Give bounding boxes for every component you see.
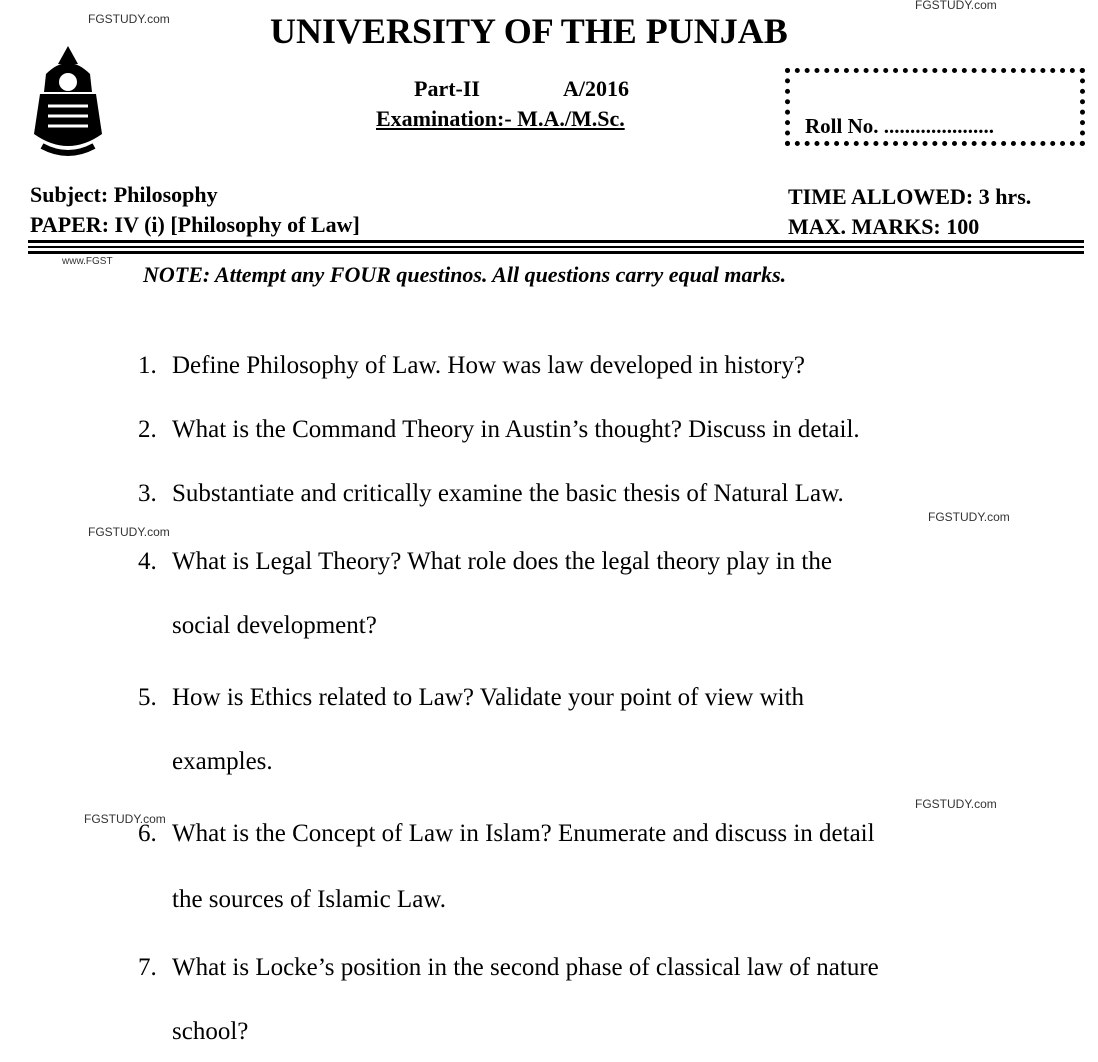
university-crest-logo — [18, 42, 118, 162]
question-text: social development? — [172, 612, 377, 639]
subject-label: Subject: Philosophy — [30, 182, 218, 207]
question-text: Define Philosophy of Law. How was law developed in history? — [172, 352, 805, 379]
question-number: 6. — [138, 820, 157, 847]
question-number: 5. — [138, 684, 157, 711]
examination-label: Examination:- M.A./M.Sc. — [376, 106, 625, 131]
question-text: What is the Command Theory in Austin’s thought? Discuss in detail. — [172, 416, 860, 443]
roll-number-field: Roll No. ..................... — [805, 114, 994, 138]
question-text: What is Locke’s position in the second phase of classical law of nature — [172, 954, 879, 981]
watermark: FGSTUDY.com — [915, 0, 997, 12]
question-number: 3. — [138, 480, 157, 507]
university-title: UNIVERSITY OF THE PUNJAB — [270, 11, 788, 51]
question-text: the sources of Islamic Law. — [172, 886, 446, 913]
question-number: 1. — [138, 352, 157, 379]
question-number: 4. — [138, 548, 157, 575]
watermark: FGSTUDY.com — [88, 525, 170, 539]
question-text: What is the Concept of Law in Islam? Enumerate and discuss in detail — [172, 820, 875, 847]
question-text: What is Legal Theory? What role does the legal theory play in the — [172, 548, 832, 575]
paper-label: PAPER: IV (i) [Philosophy of Law] — [30, 212, 360, 237]
session-label: A/2016 — [563, 76, 629, 101]
question-text: How is Ethics related to Law? Validate your point of view with — [172, 684, 805, 711]
max-marks: MAX. MARKS: 100 — [788, 214, 980, 239]
time-allowed: TIME ALLOWED: 3 hrs. — [788, 184, 1032, 209]
part-label: Part-II — [414, 76, 480, 101]
watermark: FGSTUDY.com — [915, 797, 997, 811]
divider — [28, 240, 1084, 243]
note: NOTE: Attempt any FOUR questinos. All questions carry equal marks. — [143, 262, 787, 287]
watermark: FGSTUDY.com — [928, 510, 1010, 524]
question-text: examples. — [172, 748, 273, 775]
watermark: FGSTUDY.com — [88, 12, 170, 26]
divider — [28, 251, 1084, 254]
question-number: 7. — [138, 954, 157, 981]
question-number: 2. — [138, 416, 157, 443]
divider — [28, 246, 1084, 248]
question-text: Substantiate and critically examine the basic thesis of Natural Law. — [172, 480, 844, 507]
watermark: FGSTUDY.com — [84, 812, 166, 826]
watermark: www.FGST — [62, 256, 113, 267]
question-text: school? — [172, 1018, 249, 1045]
